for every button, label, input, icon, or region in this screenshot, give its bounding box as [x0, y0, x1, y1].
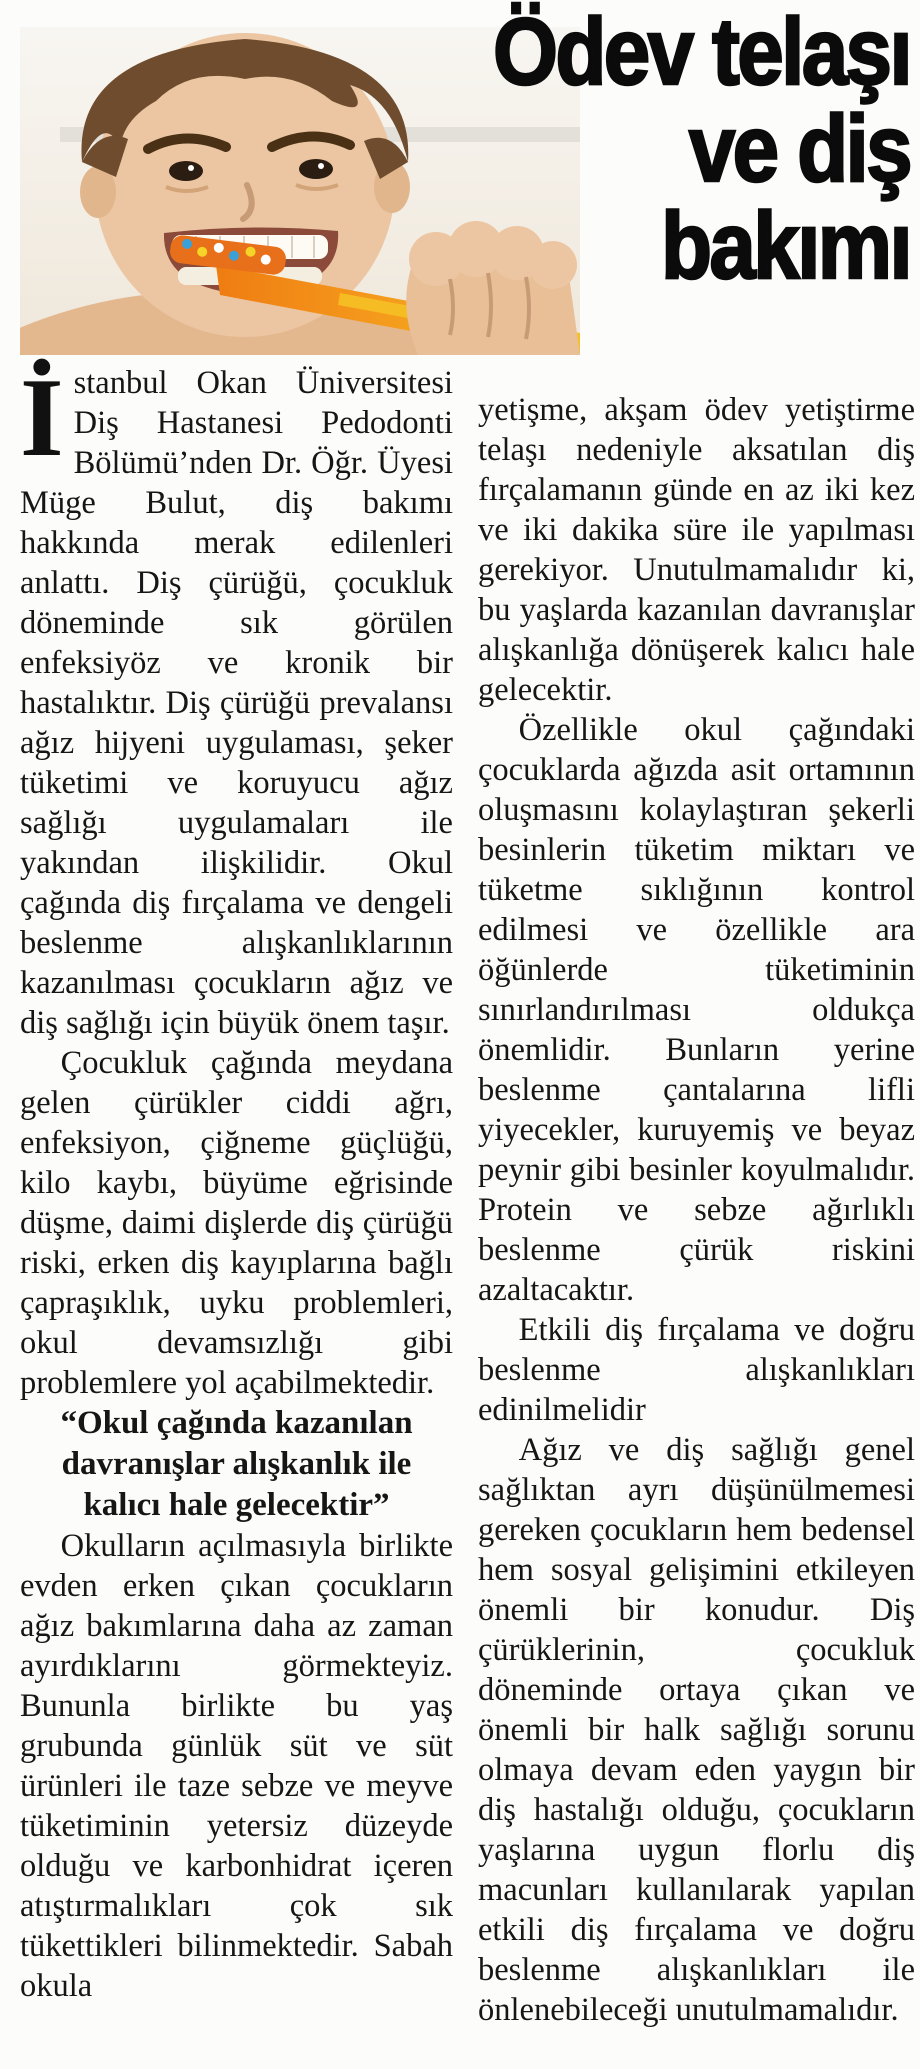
left-column-para-indent: Çocukluk çağında meydana gelen çürükler ciddi ağrı, enfeksiyon, çiğneme güçlüğü, kilo kaybı, büyüme eğrisinde düşme, daimi dişlerde diş çürüğü riski, erken diş kayıplarına bağlı çapraşıklık, uyku problemleri, okul devamsızlığı gibi problemlere yol açabilmektedir. [20, 1045, 453, 1401]
left-column-subhead: “Okul çağında kazanılan davranışlar alışkanlık ile kalıcı hale gelecektir” [60, 1405, 413, 1523]
right-column-para-indent: Özellikle okul çağındaki çocuklarda ağızda asit ortamının oluşmasını kolaylaştıran şekerli besinlerin tüketim miktarı ve tüketme sıklığının kontrol edilmesi ve özellikle ara öğünlerde tüketiminin sınırlandırılması oldukça önemlidir. Bunların yerine beslenme çantalarına lifli yiyecekler, kuruyemiş ve beyaz peynir gibi besinler koyulmalıdır. Protein ve sebze ağırlıklı beslenme çürük riskini azaltacaktır. [478, 712, 915, 1308]
right-column-para-indent: Etkili diş fırçalama ve doğru beslenme alışkanlıkları edinilmelidir [478, 1312, 915, 1428]
right-column-para-flow: yetişme, akşam ödev yetiştirme telaşı nedeniyle aksatılan diş fırçalamanın günde en az iki kez ve iki dakika süre ile yapılması gerekiyor. Unutulmamalıdır ki, bu yaşlarda kazanılan davranışlar alışkanlığa dönüşerek kalıcı hale gelecektir. [478, 392, 915, 708]
headline-line-3: bakımı [660, 193, 910, 299]
drop-cap: İ [20, 356, 64, 480]
left-column-lead: İstanbul Okan Üniversitesi Diş Hastanesi Pedodonti Bölümü’nden Dr. Öğr. Üyesi Müge Bulut, diş bakımı hakkında merak edilenleri anlattı. Diş çürüğü, çocukluk döneminde sık görülen enfeksiyöz ve kronik bir hastalıktır. Diş çürüğü prevalansı ağız hijyeni uygulaması, şeker tüketimi ve koruyucu ağız sağlığı uygulamaları ile yakından ilişkilidir. Okul çağında diş fırçalama ve dengeli beslenme alışkanlıklarının kazanılması çocukların ağız ve diş sağlığı için büyük önem taşır. [20, 356, 453, 1041]
column-left [20, 356, 453, 2006]
headline-line-1: Ödev telaşı [492, 0, 910, 105]
headline-line-2: ve diş [688, 96, 910, 202]
left-column-para-indent: Okulların açılmasıyla birlikte evden erken çıkan çocukların ağız bakımlarına daha az zaman ayırdıklarını görmekteyiz. Bununla birlikte bu yaş grubunda günlük süt ve süt ürünleri ile taze sebze ve meyve tüketiminin yetersiz düzeyde olduğu ve karbonhidrat içeren atıştırmalıkları çok sık tükettikleri bilinmektedir. Sabah okula [20, 1528, 453, 2004]
article-headline [150, 0, 910, 299]
right-column-para-indent: Ağız ve diş sağlığı genel sağlıktan ayrı düşünülmemesi gereken çocukların hem bedensel hem sosyal gelişimini etkileyen önemli bir konudur. Diş çürüklerinin, çocukluk döneminde ortaya çıkan ve önemli bir halk sağlığı sorunu olmaya devam eden yaygın bir diş hastalığı olduğu, çocukların yaşlarına uygun florlu diş macunları kullanılarak yapılan etkili diş fırçalama ve doğru beslenme alışkanlıkları ile önlenebileceği unutulmamalıdır. [478, 1432, 915, 2028]
column-right [478, 363, 915, 2030]
